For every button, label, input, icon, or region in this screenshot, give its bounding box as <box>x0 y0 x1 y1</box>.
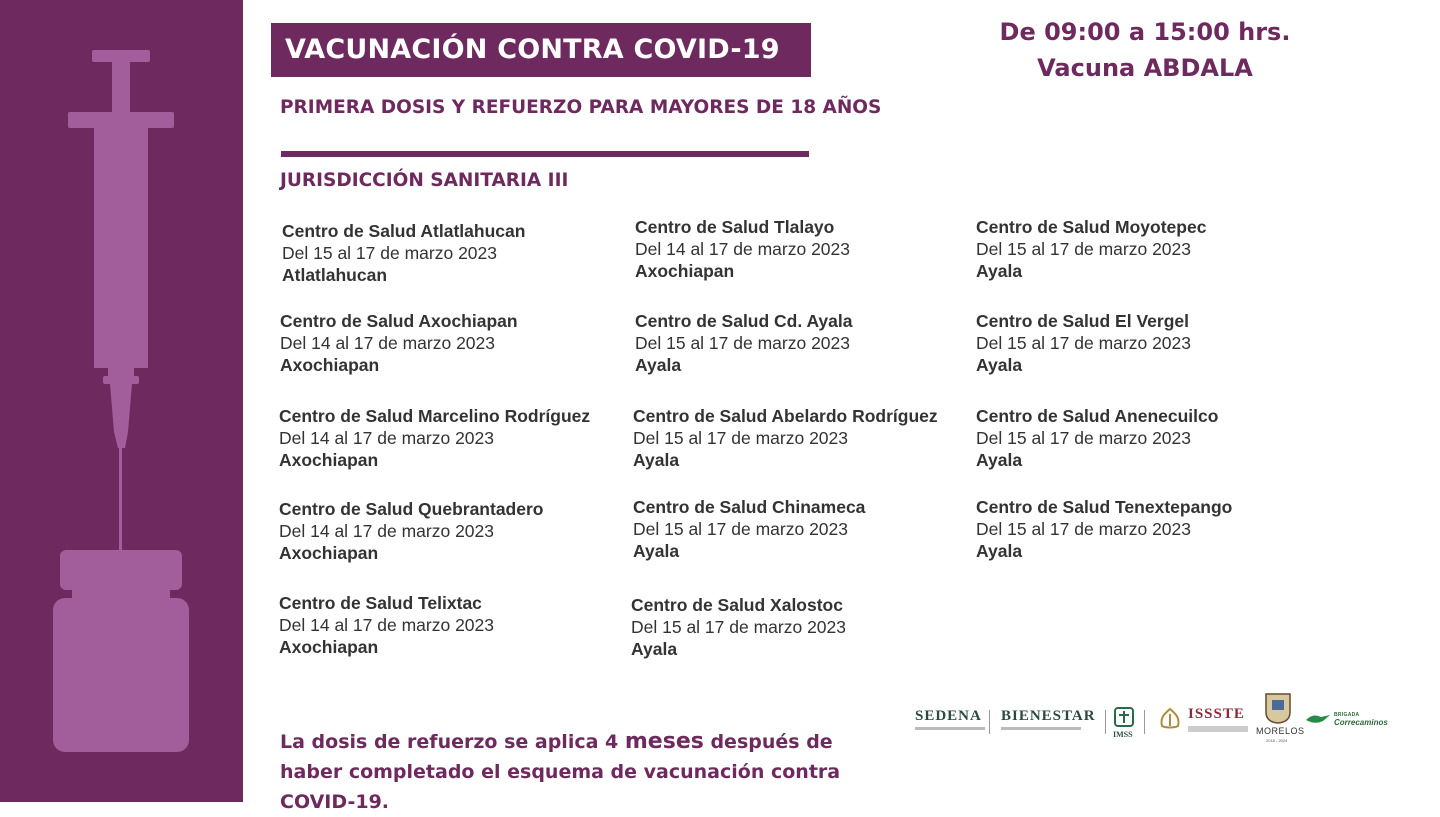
brigada-label: BRIGADA <box>1334 712 1360 718</box>
center-town: Ayala <box>976 450 1023 470</box>
center-name: Centro de Salud Moyotepec <box>976 217 1207 237</box>
divider <box>281 151 809 157</box>
center-entry <box>280 310 518 376</box>
logo-separator <box>1105 710 1106 734</box>
sedena-logo-tagline <box>915 727 985 730</box>
syringe-icon <box>68 50 174 554</box>
center-entry <box>976 216 1206 282</box>
booster-note-part2: después de haber completado el esquema de vacunación contra COVID-19. <box>280 731 841 813</box>
center-entry <box>633 405 938 471</box>
center-town: Axochiapan <box>280 355 380 375</box>
vaccine-vial-icon <box>53 550 189 752</box>
center-name: Centro de Salud Cd. Ayala <box>635 311 853 331</box>
center-town: Ayala <box>633 450 680 470</box>
syringe-illustration <box>0 0 243 802</box>
schedule-hours: De 09:00 a 15:00 hrs. <box>999 18 1291 46</box>
center-dates: Del 15 al 17 de marzo 2023 <box>633 428 848 448</box>
center-name: Centro de Salud Anenecuilco <box>976 406 1219 426</box>
center-town: Ayala <box>631 639 678 659</box>
center-town: Axochiapan <box>279 450 379 470</box>
center-dates: Del 15 al 17 de marzo 2023 <box>976 239 1191 259</box>
center-name: Centro de Salud Abelardo Rodríguez <box>633 406 938 426</box>
center-entry <box>279 592 494 658</box>
center-town: Ayala <box>976 355 1023 375</box>
morelos-shield-icon <box>1264 690 1292 724</box>
center-town: Axochiapan <box>635 261 735 281</box>
center-entry <box>279 405 590 471</box>
center-dates: Del 15 al 17 de marzo 2023 <box>976 519 1191 539</box>
issste-logo-tagline <box>1188 726 1248 732</box>
center-entry <box>976 496 1232 562</box>
center-entry <box>976 310 1191 376</box>
logo-strip <box>910 688 1390 748</box>
center-entry <box>282 220 525 286</box>
center-entry <box>633 496 865 562</box>
imss-emblem-icon <box>1113 706 1135 728</box>
booster-note-part1: La dosis de refuerzo se aplica 4 <box>280 731 625 753</box>
center-name: Centro de Salud Tlalayo <box>635 217 835 237</box>
center-dates: Del 15 al 17 de marzo 2023 <box>633 519 848 539</box>
sidebar <box>0 0 243 802</box>
center-name: Centro de Salud Quebrantadero <box>279 499 544 519</box>
center-name: Centro de Salud Tenextepango <box>976 497 1233 517</box>
center-entry <box>635 310 853 376</box>
bienestar-logo: BIENESTAR <box>1001 708 1096 724</box>
center-town: Ayala <box>976 541 1023 561</box>
sedena-logo: SEDENA <box>915 708 982 724</box>
issste-logo: ISSSTE <box>1188 706 1245 722</box>
issste-emblem-icon <box>1156 706 1184 732</box>
center-dates: Del 14 al 17 de marzo 2023 <box>279 428 494 448</box>
center-dates: Del 15 al 17 de marzo 2023 <box>282 243 497 263</box>
morelos-logo-years: 2018 - 2024 <box>1266 738 1288 743</box>
schedule-block <box>975 14 1315 86</box>
center-name: Centro de Salud El Vergel <box>976 311 1189 331</box>
center-dates: Del 14 al 17 de marzo 2023 <box>280 333 495 353</box>
center-name: Centro de Salud Atlatlahucan <box>282 221 526 241</box>
page-subtitle: PRIMERA DOSIS Y REFUERZO PARA MAYORES DE 18 AÑOS <box>280 97 882 118</box>
correcaminos-logo: Correcaminos <box>1334 718 1388 727</box>
center-dates: Del 15 al 17 de marzo 2023 <box>635 333 850 353</box>
roadrunner-icon <box>1305 712 1331 726</box>
vaccine-name: Vacuna ABDALA <box>1037 54 1253 82</box>
morelos-logo: MORELOS <box>1256 726 1305 736</box>
center-dates: Del 14 al 17 de marzo 2023 <box>279 521 494 541</box>
center-name: Centro de Salud Axochiapan <box>280 311 518 331</box>
center-town: Ayala <box>976 261 1023 281</box>
center-entry <box>631 594 846 660</box>
center-town: Axochiapan <box>279 637 379 657</box>
center-name: Centro de Salud Telixtac <box>279 593 482 613</box>
logo-separator <box>1144 710 1145 734</box>
bienestar-logo-tagline <box>1001 727 1081 730</box>
center-town: Ayala <box>635 355 682 375</box>
center-town: Axochiapan <box>279 543 379 563</box>
imss-logo: IMSS <box>1113 730 1133 739</box>
center-name: Centro de Salud Chinameca <box>633 497 866 517</box>
booster-note <box>280 727 900 817</box>
page-title: VACUNACIÓN CONTRA COVID-19 <box>271 23 811 77</box>
center-town: Atlatlahucan <box>282 265 388 285</box>
center-name: Centro de Salud Marcelino Rodríguez <box>279 406 591 426</box>
center-entry <box>976 405 1218 471</box>
booster-note-emphasis: meses <box>624 729 704 754</box>
center-dates: Del 14 al 17 de marzo 2023 <box>635 239 850 259</box>
center-entry <box>279 498 543 564</box>
center-name: Centro de Salud Xalostoc <box>631 595 843 615</box>
center-entry <box>635 216 850 282</box>
center-dates: Del 15 al 17 de marzo 2023 <box>976 428 1191 448</box>
center-dates: Del 14 al 17 de marzo 2023 <box>279 615 494 635</box>
logo-separator <box>989 710 990 734</box>
center-town: Ayala <box>633 541 680 561</box>
center-dates: Del 15 al 17 de marzo 2023 <box>631 617 846 637</box>
center-dates: Del 15 al 17 de marzo 2023 <box>976 333 1191 353</box>
jurisdiction-heading: JURISDICCIÓN SANITARIA III <box>280 170 569 191</box>
